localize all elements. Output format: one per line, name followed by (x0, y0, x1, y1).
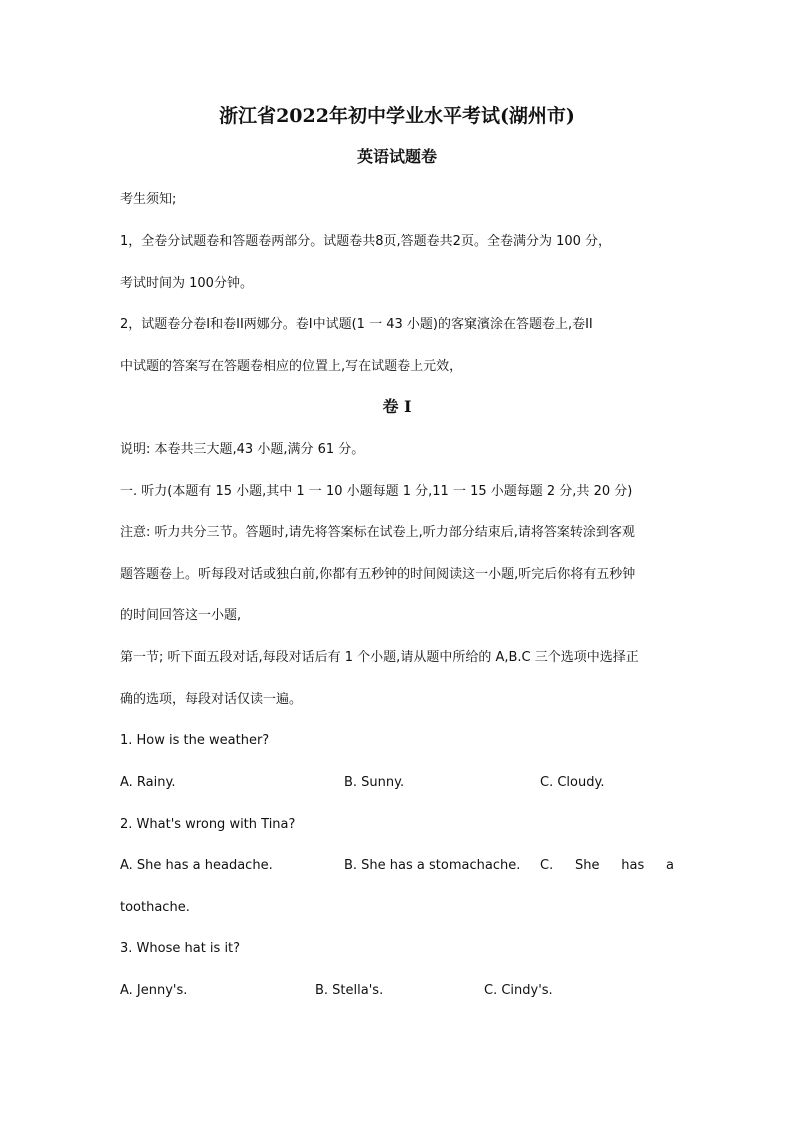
question-3-option-b: B. Stella's. (315, 983, 384, 998)
note-line3: 的时间回答这一小题, (120, 608, 242, 623)
question-2-option-b: B. She has a stomachache. (344, 858, 521, 873)
question-3-option-c: C. Cindy's. (484, 983, 553, 998)
notice-item2-line1: 2，试题卷分卷I和卷II两娜分。卷I中试题(1 一 43 小题)的客窠濱涂在答题卷上,卷II (120, 317, 593, 332)
notice-item2-line2: 中试题的答案写在答题卷相应的位置上,写在试题卷上元效， (120, 359, 463, 374)
question-2-option-c (540, 857, 674, 875)
question-2-option-a: A. She has a headache. (120, 858, 273, 873)
sub1-line1: 第一节; 听下面五段对话,每段对话后有 1 个小题,请从题中所给的 A,B.C 三个选项中选择正 (120, 650, 639, 665)
notice-item1-line2: 考试时间为 100分钟。 (120, 276, 253, 291)
question-1-option-c: C. Cloudy. (540, 775, 605, 790)
page-title: 浙江省2022年初中学业水平考试(湖州市) (219, 105, 575, 127)
question-2-option-c-word: has (621, 858, 645, 873)
question-2-stem: 2. What's wrong with Tina? (120, 817, 296, 832)
question-1-option-a: A. Rainy. (120, 775, 176, 790)
question-3-stem: 3. Whose hat is it? (120, 941, 241, 956)
note-line1: 注意: 听力共分三节。答题时,请先将答案标在试卷上,听力部分结束后,请将答案转涂到客观 (120, 525, 635, 540)
section-desc: 说明: 本卷共三大题,43 小题,满分 61 分。 (120, 442, 365, 457)
question-1-option-b: B. Sunny. (344, 775, 405, 790)
notice-heading: 考生须知; (120, 192, 177, 207)
page-subtitle: 英语试题卷 (356, 147, 437, 166)
notice-item1-line1: 1，全卷分试题卷和答题卷两部分。试题卷共8页,答题卷共2页。全卷满分为 100 分， (120, 234, 612, 249)
question-2-option-c-word: She (574, 858, 600, 873)
section-heading: 卷 I (382, 397, 412, 416)
note-line2: 题答题卷上。听每段对话或独白前,你都有五秒钟的时间阅读这一小题,听完后你将有五秒钟 (120, 567, 636, 582)
sub1-line2: 确的选项，每段对话仅读一遍。 (120, 692, 303, 707)
question-2-option-c-word: C. (540, 858, 554, 873)
question-1-stem: 1. How is the weather? (120, 733, 270, 748)
question-3-option-a: A. Jenny's. (120, 983, 188, 998)
part-heading: 一. 听力(本题有 15 小题,其中 1 一 10 小题每题 1 分,11 一 15 小题每题 2 分,共 20 分) (120, 484, 633, 499)
question-2-option-c-word: a (666, 858, 674, 873)
question-2-option-c-continued: toothache. (120, 900, 190, 915)
